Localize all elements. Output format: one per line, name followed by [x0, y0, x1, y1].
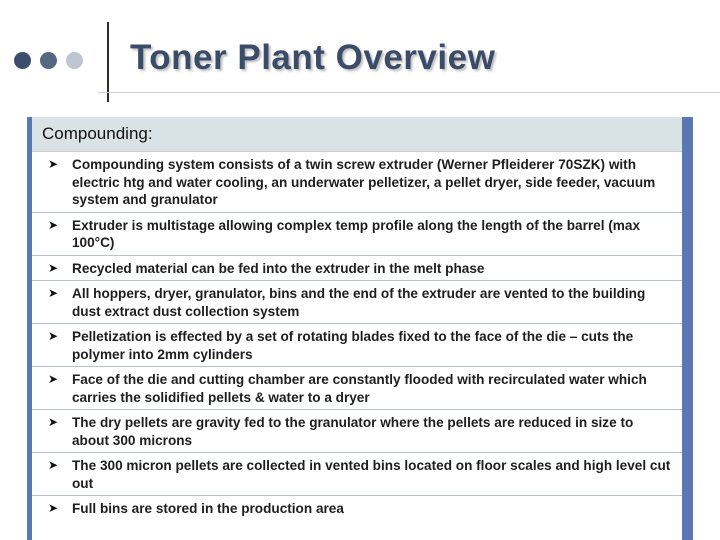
arrowhead-right-icon: ➤ — [47, 329, 59, 343]
arrowhead-right-icon: ➤ — [47, 415, 59, 429]
arrowhead-right-icon: ➤ — [47, 260, 59, 275]
bullet-text: Pelletization is effected by a set of rotating blades fixed to the face of the die – cuts the polymer into 2mm cylinders — [72, 329, 634, 362]
arrowhead-right-icon: ➤ — [47, 217, 59, 232]
arrowhead-right-icon: ➤ — [47, 286, 59, 300]
bullet-text: Full bins are stored in the production area — [72, 501, 344, 516]
title-vertical-divider — [107, 22, 109, 102]
title-horizontal-divider — [98, 92, 720, 93]
bullet-row — [32, 453, 682, 496]
section-heading-bar — [32, 117, 682, 152]
bullet-text: All hoppers, dryer, granulator, bins and the end of the extruder are vented to the building dust extract dust collection system — [72, 286, 646, 319]
bullet-row — [32, 367, 682, 410]
section-heading: Compounding: — [42, 124, 153, 143]
bullet-text: The 300 micron pellets are collected in vented bins located on floor scales and high level cut out — [72, 458, 671, 491]
bullet-row — [32, 496, 682, 521]
arrowhead-right-icon: ➤ — [47, 157, 59, 171]
dot-dark — [14, 52, 31, 69]
bullet-row — [32, 152, 682, 213]
content-panel — [27, 117, 693, 540]
bullet-row — [32, 213, 682, 256]
arrowhead-right-icon: ➤ — [47, 458, 59, 472]
bullet-text: The dry pellets are gravity fed to the granulator where the pellets are reduced in size to about 300 microns — [72, 415, 634, 448]
arrowhead-right-icon: ➤ — [47, 372, 59, 386]
bullet-text: Compounding system consists of a twin screw extruder (Werner Pfleiderer 70SZK) with electric htg and water cooling, an underwater pelletizer, a pellet dryer, side feeder, vacuum system and granulator — [72, 157, 656, 207]
bullet-row — [32, 281, 682, 324]
dot-medium — [40, 52, 57, 69]
bullet-row — [32, 256, 682, 282]
dot-light — [66, 52, 83, 69]
content-panel-body — [32, 117, 682, 540]
bullet-row — [32, 324, 682, 367]
bullet-list — [32, 152, 682, 521]
arrowhead-right-icon: ➤ — [47, 501, 59, 515]
bullet-text: Extruder is multistage allowing complex temp profile along the length of the barrel (max 100°C) — [72, 217, 641, 250]
bullet-text: Face of the die and cutting chamber are constantly flooded with recirculated water which carries the solidified pellets & water to a dryer — [72, 372, 647, 405]
bullet-text: Recycled material can be fed into the extruder in the melt phase — [72, 260, 485, 276]
bullet-row — [32, 410, 682, 453]
slide-title: Toner Plant Overview — [130, 38, 496, 77]
